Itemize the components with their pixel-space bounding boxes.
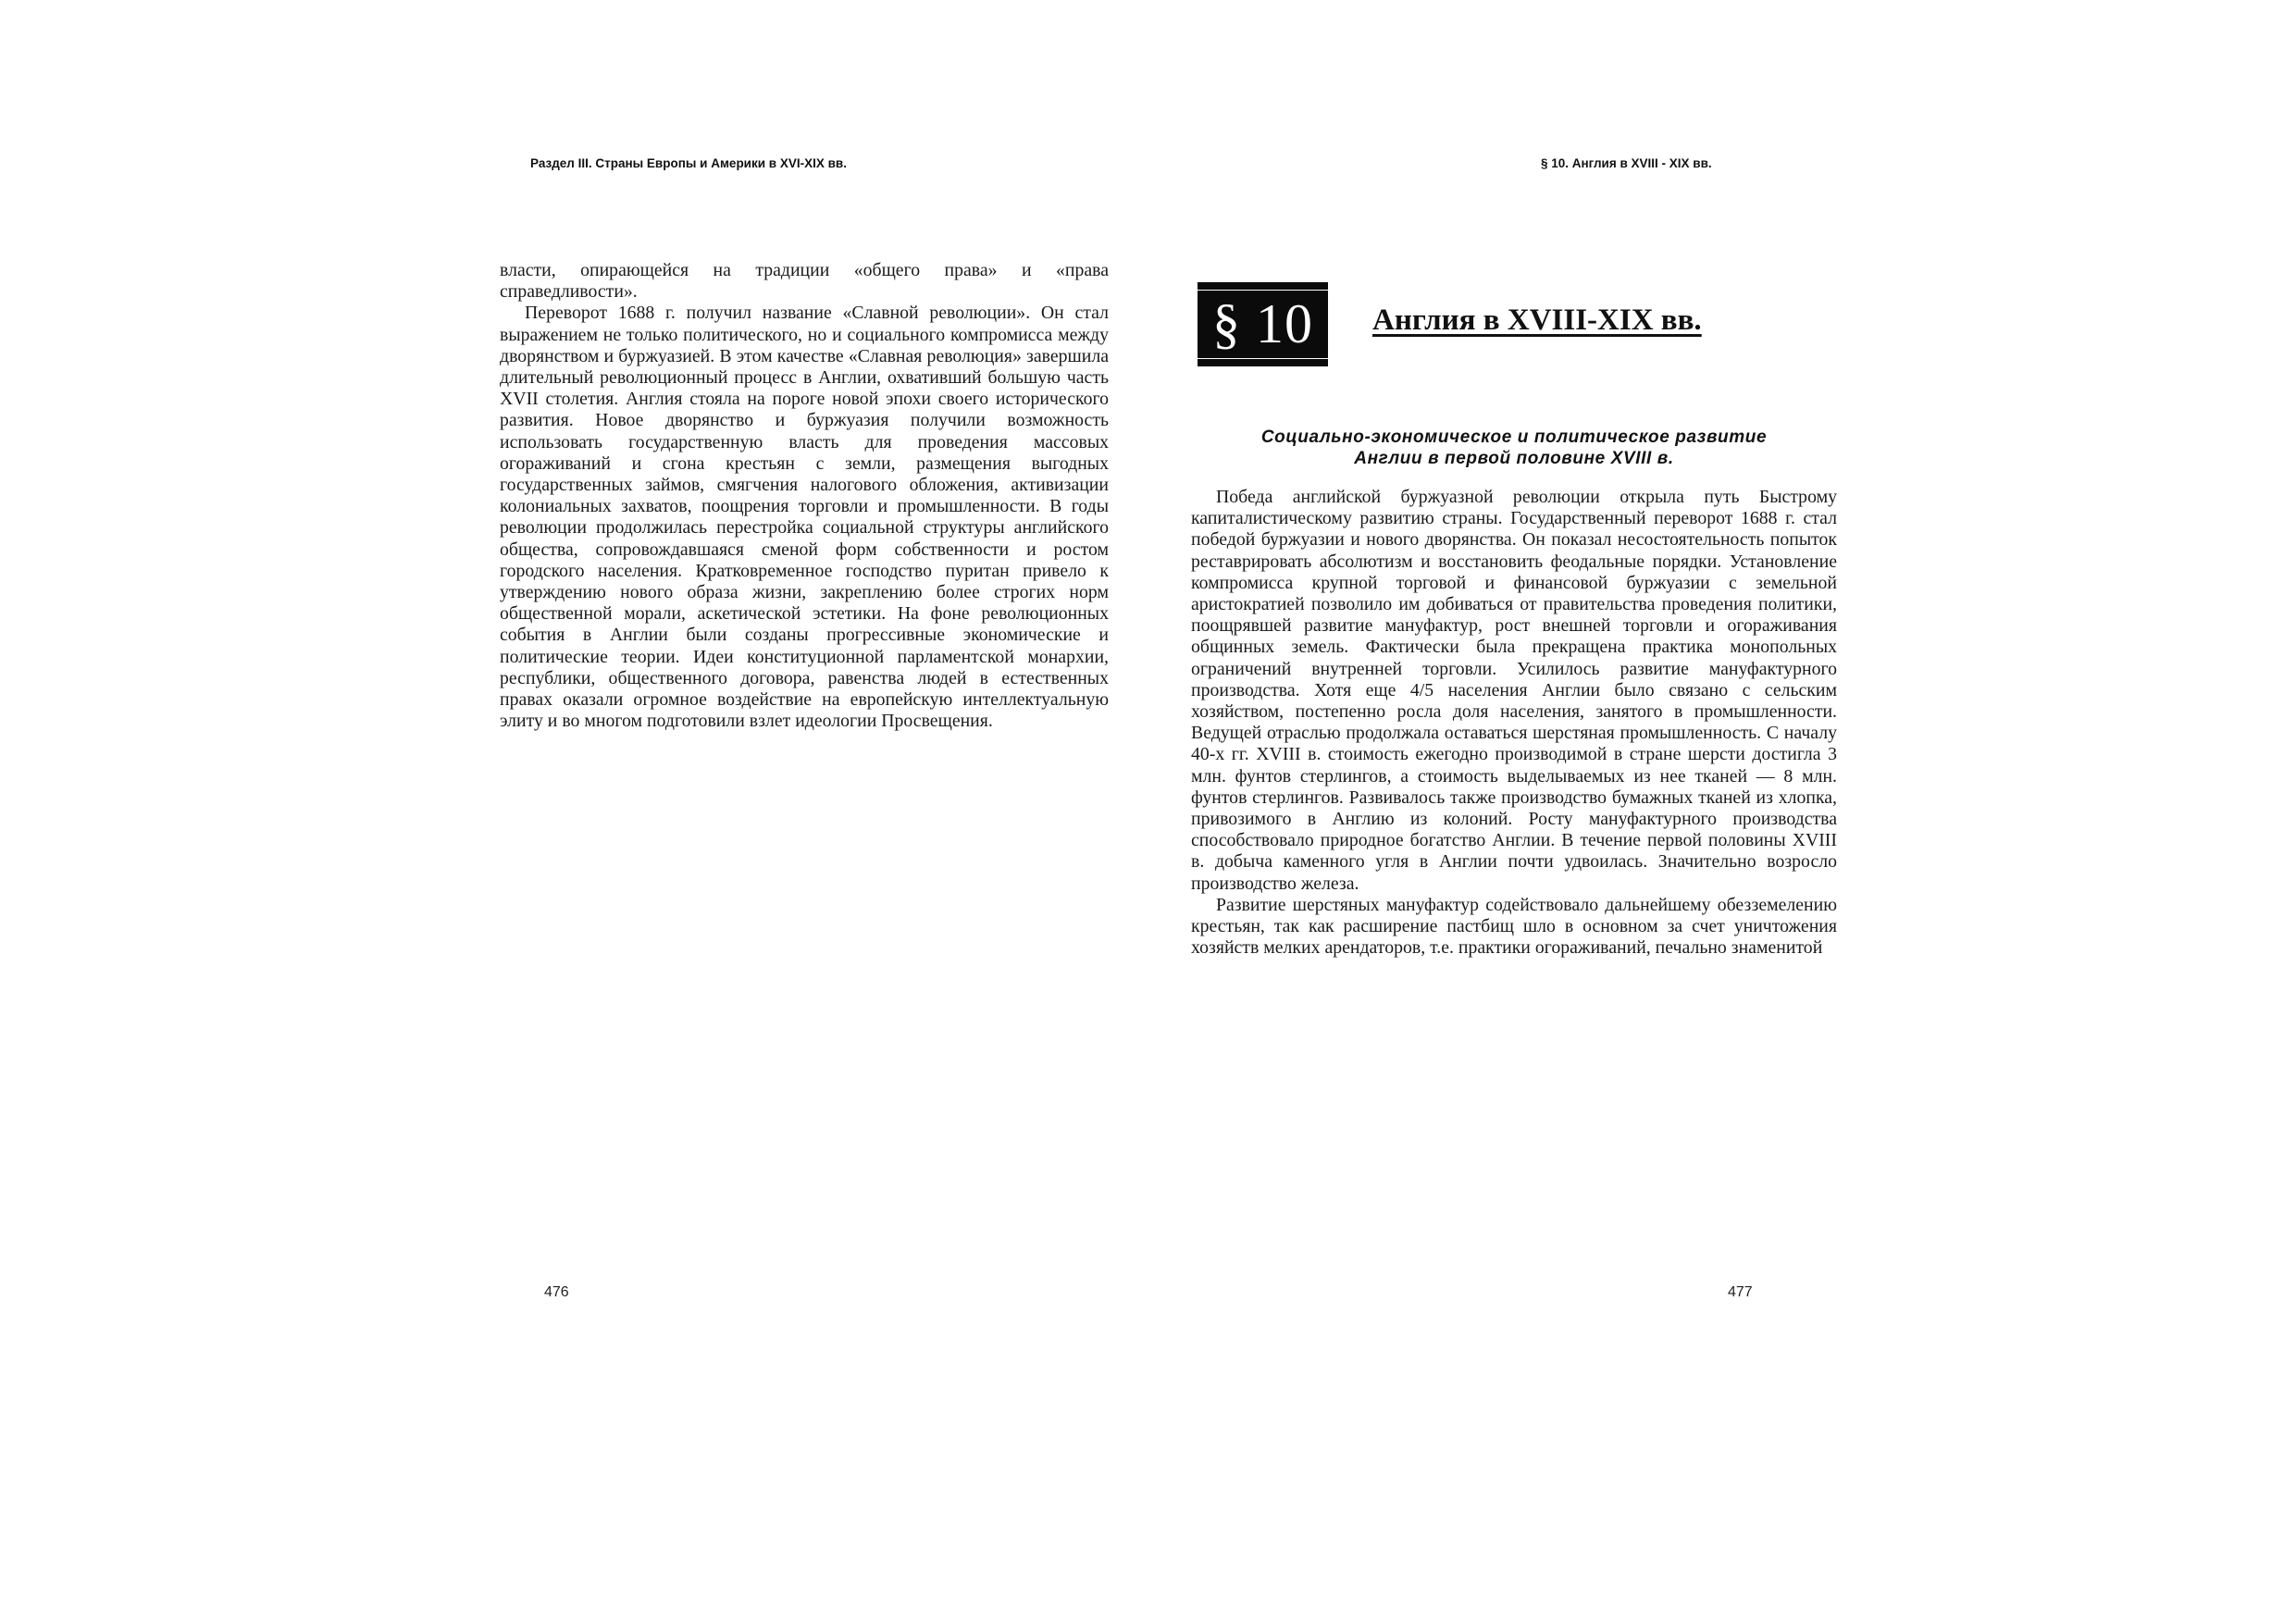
- right-paragraph-2: Развитие шерстяных мануфактур содействовало дальнейшему обезземелению крестьян, так как расширение пастбищ шло в основном за счет уничтожения хозяйств мелких арендаторов, т.е. практики огораживаний, печально знаменитой: [1191, 894, 1837, 959]
- subheading-line-1: Социально-экономическое и политическое развитие: [1260, 427, 1768, 447]
- right-body-text: [1191, 487, 1837, 959]
- left-paragraph-2: Переворот 1688 г. получил название «Славной революции». Он стал выражением не только политического, но и социального компромисса между дворянством и буржуазией. В этом качестве «Славная революция» завершила длительный революционный процесс в Англии, охвативший большую часть XVII столетия. Англия стояла на пороге новой эпохи своего исторического развития. Новое дворянство и буржуазия получили возможность использовать государственную власть для проведения массовых огораживаний и сгона крестьян с земли, размещения выгодных государственных займов, смягчения налогового обложения, активизации колониальных захватов, поощрения торговли и промышленности. В годы революции продолжилась перестройка социальной структуры английского общества, сопровождавшаяся сменой форм собственности и ростом городского населения. Кратковременное господство пуритан привело к утверждению нового образа жизни, закреплению более строгих норм общественной морали, аскетической эстетики. На фоне революционных события в Англии были созданы прогрессивные экономические и политические теории. Идеи конституционной парламентской монархии, республики, общественного договора, равенства людей в естественных правах оказали огромное воздействие на европейскую интеллектуальную элиту и во многом подготовили взлет идеологии Просвещения.: [500, 303, 1109, 732]
- subheading-line-2: Англии в первой половине XVIII в.: [1354, 449, 1674, 468]
- right-running-head: § 10. Англия в XVIII - XIX вв.: [1541, 156, 1712, 170]
- left-page-number: 476: [544, 1284, 569, 1300]
- badge-bottom-rule: [1198, 358, 1328, 359]
- right-paragraph-1: Победа английской буржуазной революции открыла путь Быстрому капиталистическому развитию страны. Государственный переворот 1688 г. стал победой буржуазии и нового дворянства. Он показал несостоятельность попыток реставрировать абсолютизм и восстановить феодальные порядки. Установление компромисса крупной торговой и финансовой буржуазии с земельной аристократией позволило им добиваться от правительства проведения политики, поощрявшей развитие мануфактур, рост внешней торговли и огораживания общинных земель. Фактически была прекращена практика монопольных ограничений внутренней торговли. Усилилось развитие мануфактурного производства. Хотя еще 4/5 населения Англии было связано с сельским хозяйством, постепенно росла доля населения, занятого в промышленности. Ведущей отраслью продолжала оставаться шерстяная промышленность. С началу 40-х гг. XVIII в. стоимость ежегодно производимой в стране шерсти достигла 3 млн. фунтов стерлингов, а стоимость выделываемых из нее тканей — 8 млн. фунтов стерлингов. Развивалось также производство бумажных тканей из хлопка, привозимого в Англию из колоний. Росту мануфактурного производства способствовало природное богатство Англии. В течение первой половины XVIII в. добыча каменного угля в Англии почти удвоилась. Значительно возросло производство железа.: [1191, 487, 1837, 894]
- section-badge: § 10: [1198, 282, 1328, 366]
- section-subheading: [1185, 427, 1843, 469]
- badge-top-rule: [1198, 290, 1328, 291]
- right-page-number: 477: [1728, 1284, 1753, 1300]
- left-running-head: Раздел III. Страны Европы и Америки в XVI-XIX вв.: [530, 156, 847, 170]
- chapter-title: Англия в XVIII-XIX вв.: [1372, 304, 1702, 337]
- left-body-text: [500, 260, 1109, 732]
- left-paragraph-1: власти, опирающейся на традиции «общего права» и «права справедливости».: [500, 260, 1109, 303]
- right-page: [1148, 0, 2296, 1623]
